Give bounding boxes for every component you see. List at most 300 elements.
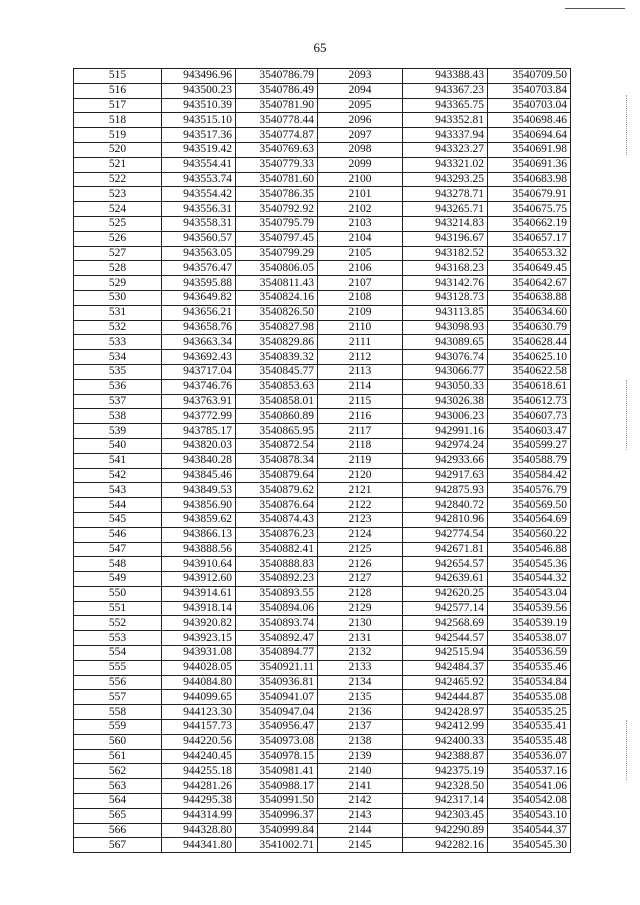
y-coordinate-cell: 3540584.42 (488, 468, 571, 483)
y-coordinate-cell: 3540824.16 (236, 290, 318, 305)
x-coordinate-cell: 942328.50 (403, 779, 488, 794)
top-rule (565, 8, 625, 9)
y-coordinate-cell: 3540618.61 (488, 379, 571, 394)
y-coordinate-cell: 3540894.77 (236, 646, 318, 661)
y-coordinate-cell: 3540607.73 (488, 409, 571, 424)
x-coordinate-cell: 942303.45 (403, 808, 488, 823)
point-number-cell: 518 (74, 113, 162, 128)
table-row (74, 290, 571, 305)
x-coordinate-cell: 943500.23 (162, 83, 236, 98)
y-coordinate-cell: 3540853.63 (236, 379, 318, 394)
y-coordinate-cell: 3540839.32 (236, 350, 318, 365)
x-coordinate-cell: 943517.36 (162, 128, 236, 143)
point-number-cell: 2129 (318, 601, 403, 616)
point-number-cell: 2125 (318, 542, 403, 557)
y-coordinate-cell: 3540541.06 (488, 779, 571, 794)
x-coordinate-cell: 942515.94 (403, 646, 488, 661)
x-coordinate-cell: 944328.80 (162, 823, 236, 838)
y-coordinate-cell: 3540921.11 (236, 660, 318, 675)
y-coordinate-cell: 3540956.47 (236, 720, 318, 735)
y-coordinate-cell: 3540999.84 (236, 823, 318, 838)
y-coordinate-cell: 3540811.43 (236, 276, 318, 291)
y-coordinate-cell: 3540675.75 (488, 202, 571, 217)
y-coordinate-cell: 3540535.25 (488, 705, 571, 720)
table-row (74, 542, 571, 557)
y-coordinate-cell: 3540657.17 (488, 231, 571, 246)
point-number-cell: 554 (74, 646, 162, 661)
point-number-cell: 2105 (318, 246, 403, 261)
point-number-cell: 525 (74, 216, 162, 231)
y-coordinate-cell: 3540703.04 (488, 98, 571, 113)
x-coordinate-cell: 943845.46 (162, 468, 236, 483)
table-row (74, 305, 571, 320)
x-coordinate-cell: 943554.41 (162, 157, 236, 172)
x-coordinate-cell: 942484.37 (403, 660, 488, 675)
x-coordinate-cell: 944123.30 (162, 705, 236, 720)
table-row (74, 261, 571, 276)
x-coordinate-cell: 942974.24 (403, 438, 488, 453)
table-row (74, 557, 571, 572)
x-coordinate-cell: 944281.26 (162, 779, 236, 794)
table-row (74, 660, 571, 675)
y-coordinate-cell: 3540545.30 (488, 838, 571, 853)
y-coordinate-cell: 3540947.04 (236, 705, 318, 720)
table-row (74, 172, 571, 187)
point-number-cell: 552 (74, 616, 162, 631)
y-coordinate-cell: 3540534.84 (488, 675, 571, 690)
x-coordinate-cell: 943746.76 (162, 379, 236, 394)
table-row (74, 202, 571, 217)
y-coordinate-cell: 3540543.10 (488, 808, 571, 823)
y-coordinate-cell: 3540564.69 (488, 512, 571, 527)
x-coordinate-cell: 943866.13 (162, 527, 236, 542)
y-coordinate-cell: 3540612.73 (488, 394, 571, 409)
point-number-cell: 567 (74, 838, 162, 853)
x-coordinate-cell: 942282.16 (403, 838, 488, 853)
y-coordinate-cell: 3540769.63 (236, 142, 318, 157)
point-number-cell: 2139 (318, 749, 403, 764)
x-coordinate-cell: 944341.80 (162, 838, 236, 853)
point-number-cell: 2142 (318, 794, 403, 809)
y-coordinate-cell: 3540630.79 (488, 320, 571, 335)
point-number-cell: 557 (74, 690, 162, 705)
point-number-cell: 532 (74, 320, 162, 335)
x-coordinate-cell: 943692.43 (162, 350, 236, 365)
x-coordinate-cell: 942428.97 (403, 705, 488, 720)
x-coordinate-cell: 943563.05 (162, 246, 236, 261)
table-row (74, 586, 571, 601)
y-coordinate-cell: 3540536.59 (488, 646, 571, 661)
x-coordinate-cell: 943914.61 (162, 586, 236, 601)
x-coordinate-cell: 944220.56 (162, 734, 236, 749)
x-coordinate-cell: 944295.38 (162, 794, 236, 809)
x-coordinate-cell: 943365.75 (403, 98, 488, 113)
point-number-cell: 2136 (318, 705, 403, 720)
y-coordinate-cell: 3540858.01 (236, 394, 318, 409)
y-coordinate-cell: 3540662.19 (488, 216, 571, 231)
point-number-cell: 517 (74, 98, 162, 113)
point-number-cell: 2097 (318, 128, 403, 143)
x-coordinate-cell: 942577.14 (403, 601, 488, 616)
point-number-cell: 556 (74, 675, 162, 690)
point-number-cell: 542 (74, 468, 162, 483)
point-number-cell: 529 (74, 276, 162, 291)
y-coordinate-cell: 3540576.79 (488, 483, 571, 498)
point-number-cell: 2145 (318, 838, 403, 853)
y-coordinate-cell: 3540786.49 (236, 83, 318, 98)
point-number-cell: 539 (74, 424, 162, 439)
table-row (74, 409, 571, 424)
y-coordinate-cell: 3540679.91 (488, 187, 571, 202)
point-number-cell: 2144 (318, 823, 403, 838)
margin-scan-mark (626, 380, 630, 450)
x-coordinate-cell: 943168.23 (403, 261, 488, 276)
y-coordinate-cell: 3540781.60 (236, 172, 318, 187)
x-coordinate-cell: 943182.52 (403, 246, 488, 261)
x-coordinate-cell: 942412.99 (403, 720, 488, 735)
table-row (74, 779, 571, 794)
point-number-cell: 533 (74, 335, 162, 350)
point-number-cell: 546 (74, 527, 162, 542)
point-number-cell: 2103 (318, 216, 403, 231)
point-number-cell: 2127 (318, 572, 403, 587)
x-coordinate-cell: 943519.42 (162, 142, 236, 157)
y-coordinate-cell: 3540545.36 (488, 557, 571, 572)
table-row (74, 113, 571, 128)
x-coordinate-cell: 943576.47 (162, 261, 236, 276)
point-number-cell: 528 (74, 261, 162, 276)
point-number-cell: 564 (74, 794, 162, 809)
table-row (74, 83, 571, 98)
point-number-cell: 521 (74, 157, 162, 172)
x-coordinate-cell: 943859.62 (162, 512, 236, 527)
table-row (74, 646, 571, 661)
x-coordinate-cell: 943923.15 (162, 631, 236, 646)
x-coordinate-cell: 943050.33 (403, 379, 488, 394)
x-coordinate-cell: 944028.05 (162, 660, 236, 675)
point-number-cell: 530 (74, 290, 162, 305)
x-coordinate-cell: 942400.33 (403, 734, 488, 749)
y-coordinate-cell: 3540625.10 (488, 350, 571, 365)
x-coordinate-cell: 943717.04 (162, 364, 236, 379)
x-coordinate-cell: 943820.03 (162, 438, 236, 453)
x-coordinate-cell: 943840.28 (162, 453, 236, 468)
x-coordinate-cell: 943658.76 (162, 320, 236, 335)
point-number-cell: 538 (74, 409, 162, 424)
y-coordinate-cell: 3540996.37 (236, 808, 318, 823)
y-coordinate-cell: 3540973.08 (236, 734, 318, 749)
table-row (74, 601, 571, 616)
point-number-cell: 522 (74, 172, 162, 187)
point-number-cell: 2109 (318, 305, 403, 320)
x-coordinate-cell: 943006.23 (403, 409, 488, 424)
point-number-cell: 549 (74, 572, 162, 587)
point-number-cell: 2095 (318, 98, 403, 113)
point-number-cell: 2131 (318, 631, 403, 646)
x-coordinate-cell: 944084.80 (162, 675, 236, 690)
x-coordinate-cell: 942671.81 (403, 542, 488, 557)
y-coordinate-cell: 3540778.44 (236, 113, 318, 128)
x-coordinate-cell: 942465.92 (403, 675, 488, 690)
y-coordinate-cell: 3540634.60 (488, 305, 571, 320)
x-coordinate-cell: 943888.56 (162, 542, 236, 557)
x-coordinate-cell: 943920.82 (162, 616, 236, 631)
y-coordinate-cell: 3540879.62 (236, 483, 318, 498)
table-row (74, 838, 571, 853)
x-coordinate-cell: 943352.81 (403, 113, 488, 128)
point-number-cell: 520 (74, 142, 162, 157)
x-coordinate-cell: 943558.31 (162, 216, 236, 231)
point-number-cell: 2134 (318, 675, 403, 690)
y-coordinate-cell: 3540588.79 (488, 453, 571, 468)
table-row (74, 142, 571, 157)
point-number-cell: 2102 (318, 202, 403, 217)
x-coordinate-cell: 943556.31 (162, 202, 236, 217)
table-row (74, 720, 571, 735)
point-number-cell: 2099 (318, 157, 403, 172)
x-coordinate-cell: 943856.90 (162, 498, 236, 513)
table-row (74, 749, 571, 764)
y-coordinate-cell: 3540544.37 (488, 823, 571, 838)
table-row (74, 498, 571, 513)
y-coordinate-cell: 3540535.48 (488, 734, 571, 749)
point-number-cell: 516 (74, 83, 162, 98)
point-number-cell: 2141 (318, 779, 403, 794)
table-row (74, 364, 571, 379)
x-coordinate-cell: 943066.77 (403, 364, 488, 379)
x-coordinate-cell: 943278.71 (403, 187, 488, 202)
table-row (74, 246, 571, 261)
point-number-cell: 561 (74, 749, 162, 764)
point-number-cell: 543 (74, 483, 162, 498)
table-row (74, 734, 571, 749)
y-coordinate-cell: 3540560.22 (488, 527, 571, 542)
x-coordinate-cell: 943649.82 (162, 290, 236, 305)
x-coordinate-cell: 943918.14 (162, 601, 236, 616)
y-coordinate-cell: 3540779.33 (236, 157, 318, 172)
y-coordinate-cell: 3540860.89 (236, 409, 318, 424)
y-coordinate-cell: 3540874.43 (236, 512, 318, 527)
y-coordinate-cell: 3540599.27 (488, 438, 571, 453)
point-number-cell: 2132 (318, 646, 403, 661)
y-coordinate-cell: 3540827.98 (236, 320, 318, 335)
x-coordinate-cell: 943265.71 (403, 202, 488, 217)
x-coordinate-cell: 943554.42 (162, 187, 236, 202)
table-row (74, 468, 571, 483)
x-coordinate-cell: 944255.18 (162, 764, 236, 779)
y-coordinate-cell: 3540893.74 (236, 616, 318, 631)
point-number-cell: 550 (74, 586, 162, 601)
y-coordinate-cell: 3540539.56 (488, 601, 571, 616)
point-number-cell: 537 (74, 394, 162, 409)
y-coordinate-cell: 3540799.29 (236, 246, 318, 261)
point-number-cell: 2117 (318, 424, 403, 439)
x-coordinate-cell: 943293.25 (403, 172, 488, 187)
y-coordinate-cell: 3540546.88 (488, 542, 571, 557)
point-number-cell: 566 (74, 823, 162, 838)
margin-scan-mark (626, 95, 630, 155)
y-coordinate-cell: 3540941.07 (236, 690, 318, 705)
page-number: 65 (313, 40, 327, 55)
point-number-cell: 2096 (318, 113, 403, 128)
y-coordinate-cell: 3540893.55 (236, 586, 318, 601)
point-number-cell: 2116 (318, 409, 403, 424)
x-coordinate-cell: 942375.19 (403, 764, 488, 779)
table-row (74, 512, 571, 527)
point-number-cell: 534 (74, 350, 162, 365)
x-coordinate-cell: 943496.96 (162, 69, 236, 84)
x-coordinate-cell: 943515.10 (162, 113, 236, 128)
y-coordinate-cell: 3540691.36 (488, 157, 571, 172)
y-coordinate-cell: 3540535.41 (488, 720, 571, 735)
table-row (74, 379, 571, 394)
point-number-cell: 541 (74, 453, 162, 468)
y-coordinate-cell: 3540539.19 (488, 616, 571, 631)
point-number-cell: 2123 (318, 512, 403, 527)
point-number-cell: 2112 (318, 350, 403, 365)
x-coordinate-cell: 943910.64 (162, 557, 236, 572)
point-number-cell: 526 (74, 231, 162, 246)
point-number-cell: 553 (74, 631, 162, 646)
table-row (74, 572, 571, 587)
table-row (74, 187, 571, 202)
point-number-cell: 531 (74, 305, 162, 320)
y-coordinate-cell: 3540786.35 (236, 187, 318, 202)
y-coordinate-cell: 3540892.47 (236, 631, 318, 646)
point-number-cell: 562 (74, 764, 162, 779)
table-row (74, 631, 571, 646)
table-row (74, 823, 571, 838)
y-coordinate-cell: 3540845.77 (236, 364, 318, 379)
x-coordinate-cell: 943098.93 (403, 320, 488, 335)
point-number-cell: 2106 (318, 261, 403, 276)
y-coordinate-cell: 3540872.54 (236, 438, 318, 453)
y-coordinate-cell: 3540698.46 (488, 113, 571, 128)
point-number-cell: 558 (74, 705, 162, 720)
point-number-cell: 547 (74, 542, 162, 557)
y-coordinate-cell: 3540829.86 (236, 335, 318, 350)
y-coordinate-cell: 3540978.15 (236, 749, 318, 764)
y-coordinate-cell: 3540894.06 (236, 601, 318, 616)
point-number-cell: 2110 (318, 320, 403, 335)
table-row (74, 98, 571, 113)
y-coordinate-cell: 3540535.46 (488, 660, 571, 675)
x-coordinate-cell: 943656.21 (162, 305, 236, 320)
point-number-cell: 560 (74, 734, 162, 749)
coordinates-table-body (74, 69, 571, 853)
point-number-cell: 523 (74, 187, 162, 202)
x-coordinate-cell: 942810.96 (403, 512, 488, 527)
y-coordinate-cell: 3540536.07 (488, 749, 571, 764)
y-coordinate-cell: 3540879.64 (236, 468, 318, 483)
x-coordinate-cell: 943128.73 (403, 290, 488, 305)
y-coordinate-cell: 3540981.41 (236, 764, 318, 779)
table-row (74, 216, 571, 231)
table-row (74, 675, 571, 690)
x-coordinate-cell: 943089.65 (403, 335, 488, 350)
y-coordinate-cell: 3540691.98 (488, 142, 571, 157)
x-coordinate-cell: 942654.57 (403, 557, 488, 572)
y-coordinate-cell: 3540806.05 (236, 261, 318, 276)
point-number-cell: 2098 (318, 142, 403, 157)
y-coordinate-cell: 3540795.79 (236, 216, 318, 231)
point-number-cell: 2101 (318, 187, 403, 202)
x-coordinate-cell: 942388.87 (403, 749, 488, 764)
y-coordinate-cell: 3540865.95 (236, 424, 318, 439)
coordinates-table (73, 68, 571, 853)
x-coordinate-cell: 943321.02 (403, 157, 488, 172)
table-row (74, 705, 571, 720)
x-coordinate-cell: 942568.69 (403, 616, 488, 631)
y-coordinate-cell: 3540991.50 (236, 794, 318, 809)
point-number-cell: 2133 (318, 660, 403, 675)
table-row (74, 527, 571, 542)
x-coordinate-cell: 944099.65 (162, 690, 236, 705)
point-number-cell: 563 (74, 779, 162, 794)
point-number-cell: 527 (74, 246, 162, 261)
x-coordinate-cell: 943367.23 (403, 83, 488, 98)
point-number-cell: 551 (74, 601, 162, 616)
point-number-cell: 2118 (318, 438, 403, 453)
point-number-cell: 565 (74, 808, 162, 823)
table-row (74, 438, 571, 453)
table-row (74, 453, 571, 468)
table-row (74, 69, 571, 84)
x-coordinate-cell: 942917.63 (403, 468, 488, 483)
point-number-cell: 524 (74, 202, 162, 217)
point-number-cell: 2138 (318, 734, 403, 749)
x-coordinate-cell: 943763.91 (162, 394, 236, 409)
y-coordinate-cell: 3540544.32 (488, 572, 571, 587)
x-coordinate-cell: 943214.83 (403, 216, 488, 231)
point-number-cell: 548 (74, 557, 162, 572)
y-coordinate-cell: 3540694.64 (488, 128, 571, 143)
y-coordinate-cell: 3540826.50 (236, 305, 318, 320)
x-coordinate-cell: 942933.66 (403, 453, 488, 468)
table-row (74, 616, 571, 631)
y-coordinate-cell: 3540876.23 (236, 527, 318, 542)
x-coordinate-cell: 943931.08 (162, 646, 236, 661)
table-row (74, 350, 571, 365)
point-number-cell: 2104 (318, 231, 403, 246)
point-number-cell: 2137 (318, 720, 403, 735)
point-number-cell: 515 (74, 69, 162, 84)
x-coordinate-cell: 943595.88 (162, 276, 236, 291)
y-coordinate-cell: 3540537.16 (488, 764, 571, 779)
margin-scan-mark (626, 720, 630, 780)
table-row (74, 794, 571, 809)
point-number-cell: 536 (74, 379, 162, 394)
point-number-cell: 2122 (318, 498, 403, 513)
point-number-cell: 535 (74, 364, 162, 379)
x-coordinate-cell: 944240.45 (162, 749, 236, 764)
y-coordinate-cell: 3540892.23 (236, 572, 318, 587)
x-coordinate-cell: 943388.43 (403, 69, 488, 84)
point-number-cell: 545 (74, 512, 162, 527)
point-number-cell: 2121 (318, 483, 403, 498)
x-coordinate-cell: 943772.99 (162, 409, 236, 424)
point-number-cell: 2140 (318, 764, 403, 779)
y-coordinate-cell: 3540622.58 (488, 364, 571, 379)
x-coordinate-cell: 942620.25 (403, 586, 488, 601)
x-coordinate-cell: 942875.93 (403, 483, 488, 498)
y-coordinate-cell: 3540797.45 (236, 231, 318, 246)
y-coordinate-cell: 3540888.83 (236, 557, 318, 572)
y-coordinate-cell: 3540878.34 (236, 453, 318, 468)
y-coordinate-cell: 3540709.50 (488, 69, 571, 84)
x-coordinate-cell: 944157.73 (162, 720, 236, 735)
point-number-cell: 540 (74, 438, 162, 453)
